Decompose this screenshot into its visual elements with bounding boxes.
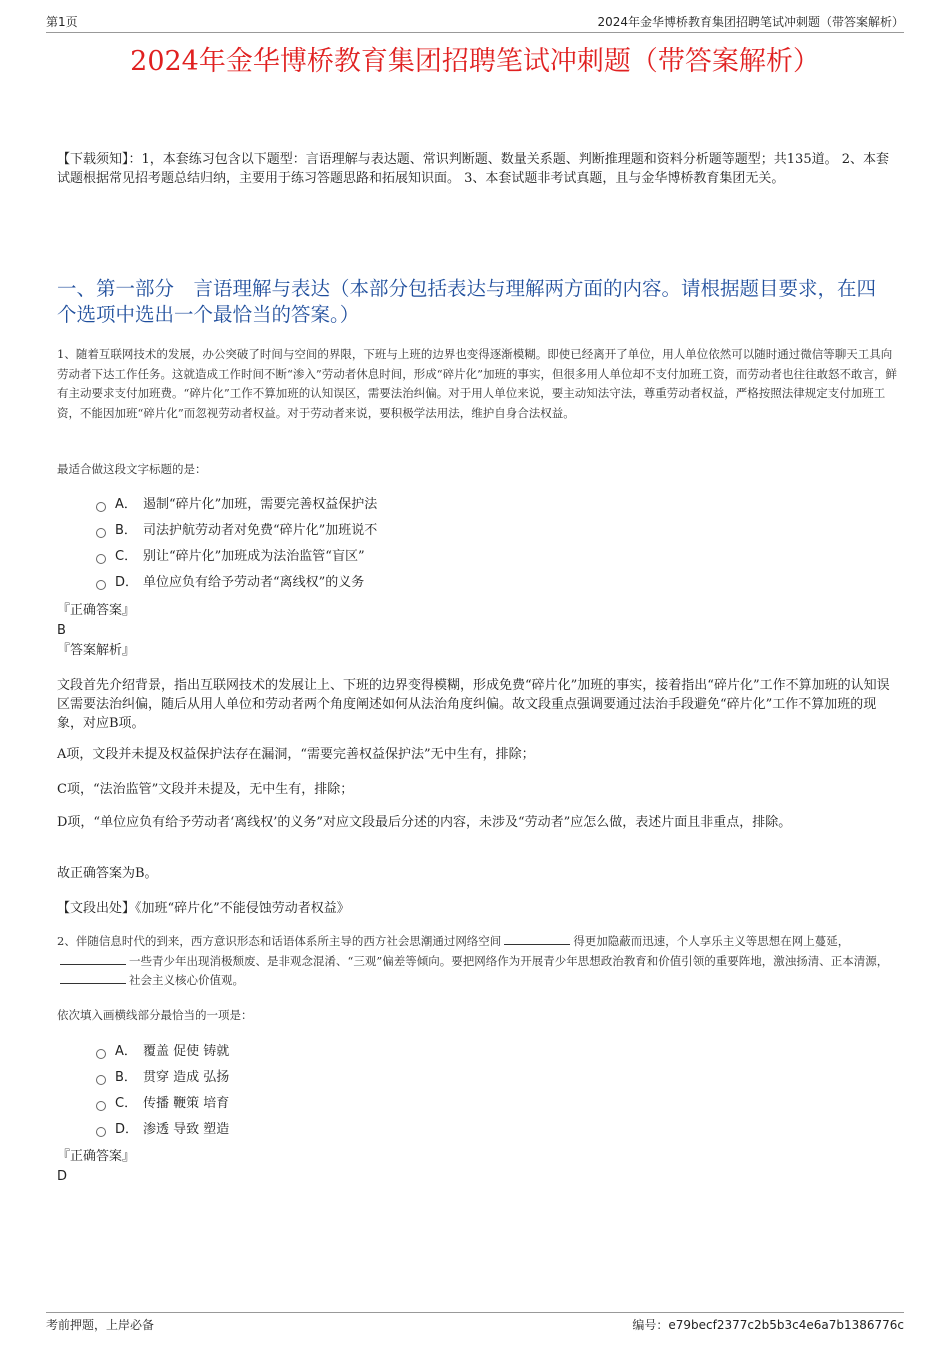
question-1-stem: 1、随着互联网技术的发展，办公突破了时间与空间的界限，下班与上班的边界也变得逐渐模糊。即使已经离开了单位，用人单位依然可以随时通过微信等聊天工具向劳动者下达工作任务。这就造成工作时间不断“渗入”劳动者休息时间，形成“碎片化”加班的事实，但很多用人单位却不支付加班工资，而劳动者也往往敢怒不敢言，鲜有主动要求支付加班费。“碎片化”工作不算加班的认知误区，需要法治纠偏。对于用人单位来说，要主动知法守法，尊重劳动者权益，严格按照法律规定支付加班工资，不能因加班“碎片化”而忽视劳动者权益。对于劳动者来说，要积极学法用法，维护自身合法权益。 (57, 347, 898, 420)
footer-slogan: 考前押题，上岸必备 (46, 1318, 155, 1332)
question-1-prompt: 最适合做这段文字标题的是： (57, 462, 207, 476)
question-2-options (96, 1039, 496, 1143)
option-text: 别让“碎片化”加班成为法治监管“盲区” (143, 549, 365, 564)
question-2-stem: 2、伴随信息时代的到来，西方意识形态和话语体系所主导的西方社会思潮通过网络空间 得更加隐蔽而迅速，个人享乐主义等思想在网上蔓延，一些青少年出现消极颓废、是非观念混淆、“三观”偏差等倾向。要把网络作为开展青少年思想政治教育和价值引领的重要阵地，激浊扬清、正本清源，社会主义核心价值观。 (57, 934, 889, 987)
fill-blank (60, 952, 126, 965)
option-c[interactable]: C． 别让“碎片化”加班成为法治监管“盲区” (96, 544, 496, 570)
fill-blank (60, 971, 126, 984)
analysis-paragraph: 文段首先介绍背景，指出互联网技术的发展让上、下班的边界变得模糊，形成免费“碎片化”加班的事实，接着指出“碎片化”工作不算加班的认知误区需要法治纠偏，随后从用人单位和劳动者两个角度阐述如何从法治角度纠偏。故文段重点强调要通过法治手段避免“碎片化”工作不算加班的现象，对应B项。 (57, 678, 890, 731)
option-b[interactable]: B． 贯穿 造成 弘扬 (96, 1065, 496, 1091)
correct-answer: B (57, 623, 66, 638)
question-2-prompt: 依次填入画横线部分最恰当的一项是： (57, 1008, 253, 1022)
correct-answer: D (57, 1169, 68, 1184)
footer-serial: 编号：e79becf2377c2b5b3c4e6a7b1386776c (632, 1318, 904, 1332)
page-footer (46, 1312, 904, 1335)
radio-icon[interactable] (96, 1127, 106, 1137)
source-citation: 【文段出处】《加班“碎片化”不能侵蚀劳动者权益》 (57, 901, 350, 916)
option-text: 单位应负有给予劳动者“离线权”的义务 (143, 575, 365, 590)
option-text: 传播 鞭策 培育 (143, 1096, 230, 1111)
fill-blank (504, 932, 570, 945)
option-text: 覆盖 促使 铸就 (143, 1044, 230, 1059)
option-text: 司法护航劳动者对免费“碎片化”加班说不 (143, 523, 378, 538)
radio-icon[interactable] (96, 554, 106, 564)
correct-answer-label: 『正确答案』 (57, 603, 136, 618)
option-b[interactable]: B． 司法护航劳动者对免费“碎片化”加班说不 (96, 518, 496, 544)
analysis-paragraph: A项，文段并未提及权益保护法存在漏洞，“需要完善权益保护法”无中生有，排除； (57, 747, 535, 762)
option-a[interactable]: A． 覆盖 促使 铸就 (96, 1039, 496, 1065)
page-number: 第1页 (46, 15, 78, 29)
radio-icon[interactable] (96, 502, 106, 512)
option-text: 贯穿 造成 弘扬 (143, 1070, 230, 1085)
option-d[interactable]: D． 单位应负有给予劳动者“离线权”的义务 (96, 570, 496, 596)
radio-icon[interactable] (96, 580, 106, 590)
radio-icon[interactable] (96, 1101, 106, 1111)
page-header (46, 12, 904, 33)
analysis-paragraph: D项，“单位应负有给予劳动者‘离线权’的义务”对应文段最后分述的内容，未涉及“劳动者”应怎么做，表述片面且非重点，排除。 (57, 815, 792, 830)
option-d[interactable]: D． 渗透 导致 塑造 (96, 1117, 496, 1143)
correct-answer-label: 『正确答案』 (57, 1149, 136, 1164)
download-notice: 【下载须知】：1，本套练习包含以下题型：言语理解与表达题、常识判断题、数量关系题、判断推理题和资料分析题等题型；共135道。 2、本套试题根据常见招考题总结归纳，主要用于练习答题思路和拓展知识面。 3、本套试题非考试真题，且与金华博桥教育集团无关。 (57, 152, 889, 186)
header-doc-title: 2024年金华博桥教育集团招聘笔试冲刺题（带答案解析） (597, 15, 904, 29)
analysis-paragraph: 故正确答案为B。 (57, 866, 158, 881)
analysis-label: 『答案解析』 (57, 643, 136, 658)
option-text: 渗透 导致 塑造 (143, 1122, 230, 1137)
option-c[interactable]: C． 传播 鞭策 培育 (96, 1091, 496, 1117)
radio-icon[interactable] (96, 1075, 106, 1085)
radio-icon[interactable] (96, 528, 106, 538)
section-heading: 一、第一部分 言语理解与表达（本部分包括表达与理解两方面的内容。请根据题目要求，在四个选项中选出一个最恰当的答案。） (57, 277, 877, 326)
document-title: 2024年金华博桥教育集团招聘笔试冲刺题（带答案解析） (130, 46, 820, 77)
analysis-paragraph: C项，“法治监管”文段并未提及，无中生有，排除； (57, 782, 354, 797)
radio-icon[interactable] (96, 1049, 106, 1059)
option-a[interactable]: A． 遏制“碎片化”加班，需要完善权益保护法 (96, 492, 496, 518)
option-text: 遏制“碎片化”加班，需要完善权益保护法 (143, 497, 378, 512)
question-1-options (96, 492, 496, 596)
